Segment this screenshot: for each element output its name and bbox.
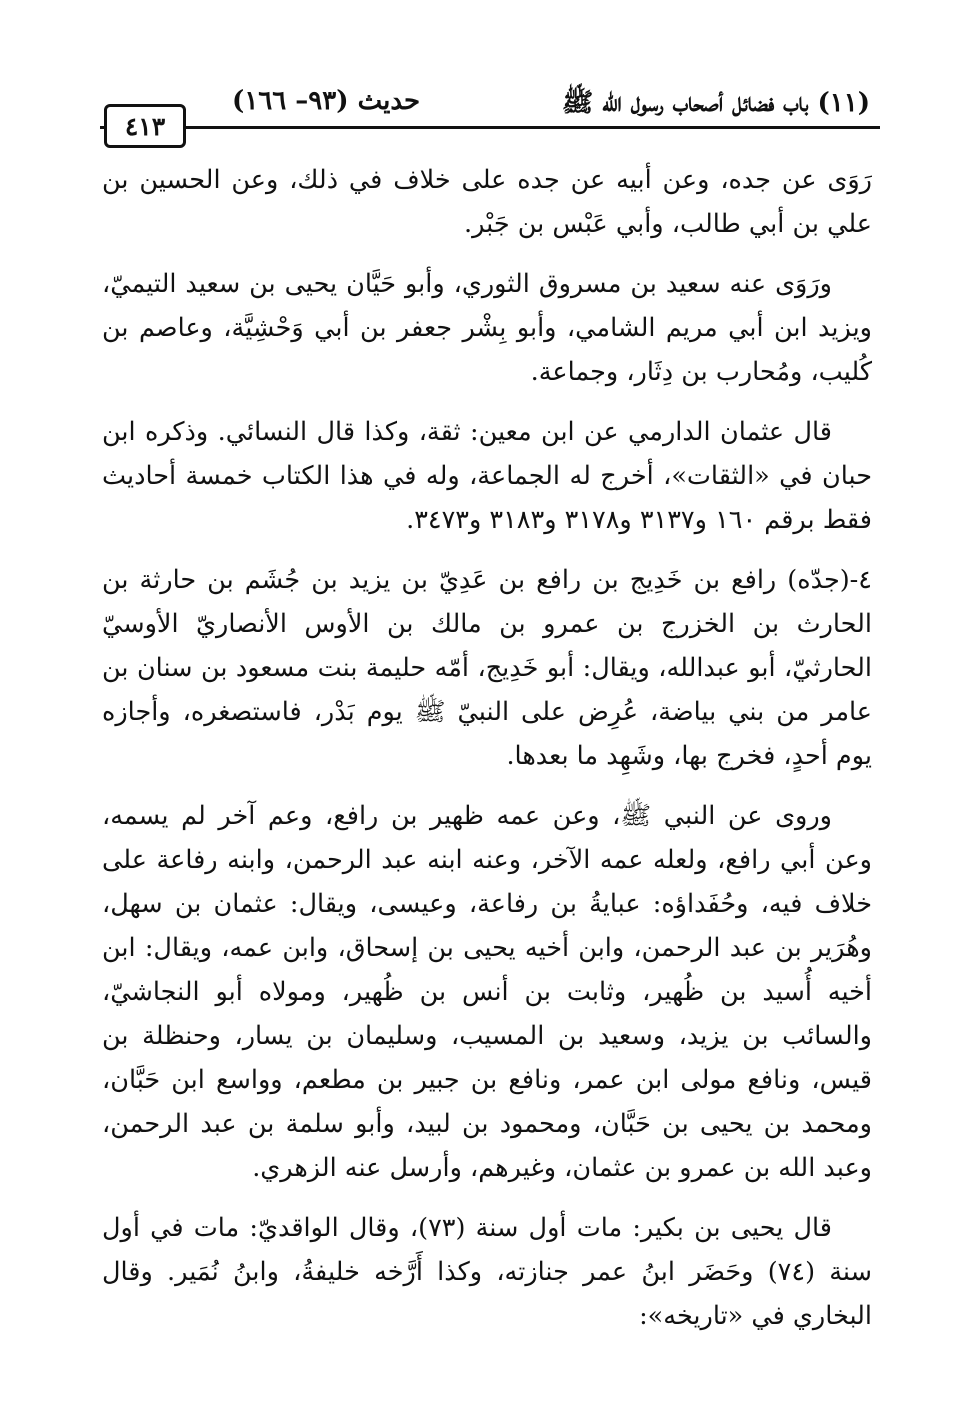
paragraph: قال عثمان الدارمي عن ابن معين: ثقة، وكذا قال النسائي. وذكره ابن حبان في «الثقات»، أخرج له الجماعة، وله في هذا الكتاب خمسة أحاديث فقط برقم ١٦٠ و٣١٣٧ و٣١٧٨ و٣١٨٣ و٣٤٧٣. xyxy=(102,417,872,535)
body-text xyxy=(102,158,872,1354)
paragraph: رَوَى عن جده، وعن أبيه عن جده على خلاف في ذلك، وعن الحسين بن علي بن أبي طالب، وأبي عَبْس بن جَبْر. xyxy=(102,165,872,239)
paragraph: ٤-(جدّه) رافع بن خَدِيج بن رافع بن عَدِيّ بن يزيد بن جُشَم بن حارثة بن الحارث بن الخزرج بن عمرو بن مالك بن الأوس الأنصاريّ الأوسيّ الحارثيّ، أبو عبدالله، ويقال: أبو خَدِيج، أمّه حليمة بنت مسعود بن سنان بن عامر من بني بياضة، عُرِض على النبيّ ﷺ يوم بَدْر، فاستصغره، وأجازه يوم أحدٍ، فخرج بها، وشَهِد ما بعدها. xyxy=(102,565,872,771)
chapter-title: (١١) باب فضائل أصحاب رسول الله ﷺ xyxy=(561,88,870,118)
hadith-range: حديث (٩٣– ١٦٦) xyxy=(232,86,421,116)
page-header xyxy=(100,82,880,129)
paragraph: قال يحيى بن بكير: مات أول سنة (٧٣)، وقال الواقديّ: مات في أول سنة (٧٤) وحَضَر ابنُ عمر جنازته، وكذا أَرَّخه خليفةُ، وابنُ نُمَير. وقال البخاري في «تاريخه»: xyxy=(102,1213,872,1331)
paragraph: وروى عن النبي ﷺ، وعن عمه ظهير بن رافع، وعم آخر لم يسمه، وعن أبي رافع، ولعله عمه الآخر، وعنه ابنه عبد الرحمن، وابنه رفاعة على خلاف فيه، وحُفَداؤه: عبايةُ بن رفاعة، وعيسى، ويقال: عثمان بن سهل، وهُرَير بن عبد الرحمن، وابن أخيه يحيى بن إسحاق، وابن عمه، ويقال: ابن أخيه أُسيد بن ظُهير، وثابت بن أنس بن ظُهير، ومولاه أبو النجاشيّ، والسائب بن يزيد، وسعيد بن المسيب، وسليمان بن يسار، وحنظلة بن قيس، ونافع مولى ابن عمر، ونافع بن جبير بن مطعم، وواسع ابن حَبَّان، ومحمد بن يحيى بن حَبَّان، ومحمود بن لبيد، وأبو سلمة بن عبد الرحمن، وعبد الله بن عمرو بن عثمان، وغيرهم، وأرسل عنه الزهري. xyxy=(102,801,872,1183)
page-number: ٤١٣ xyxy=(104,104,186,148)
paragraph: ورَوَى عنه سعيد بن مسروق الثوري، وأبو حَيَّان يحيى بن سعيد التيميّ، ويزيد ابن أبي مريم الشامي، وأبو بِشْر جعفر بن أبي وَحْشِيَّة، وعاصم بن كُليب، ومُحارب بن دِثَار، وجماعة. xyxy=(102,269,872,387)
